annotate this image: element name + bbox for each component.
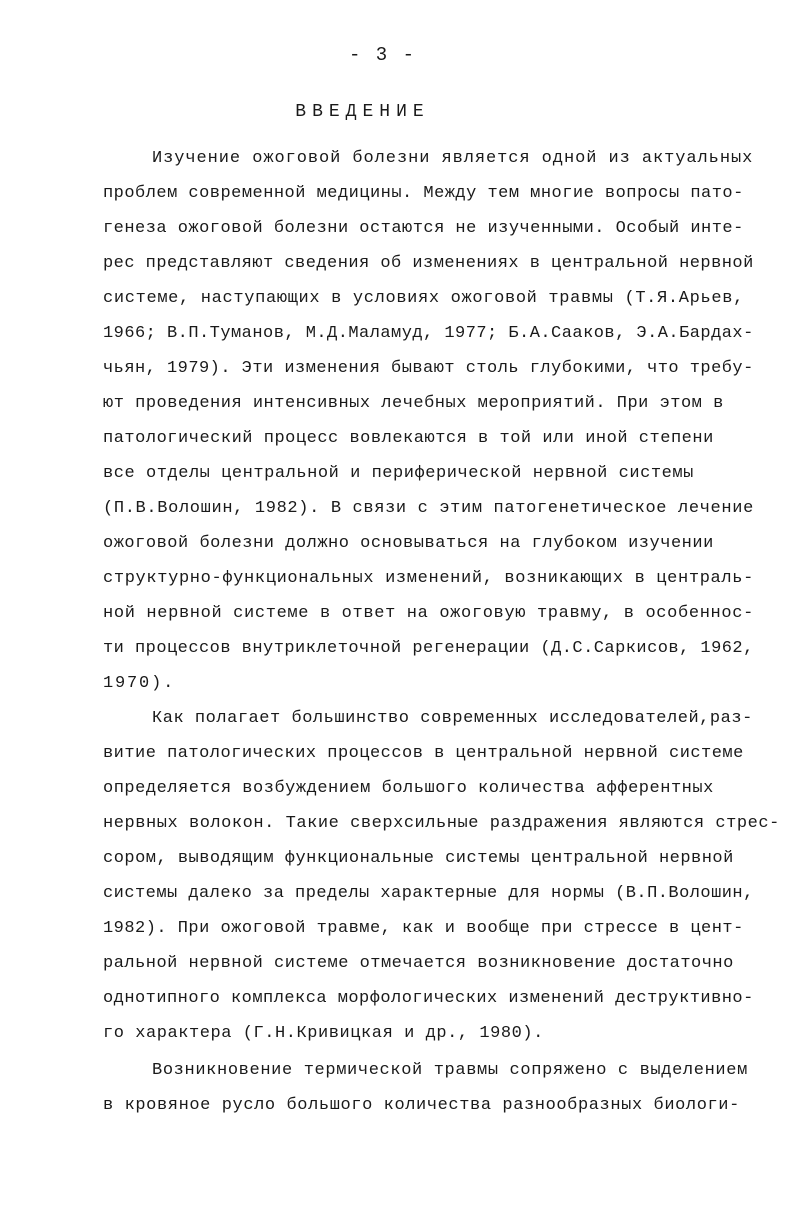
text-line: го характера (Г.Н.Кривицкая и др., 1980).: [103, 1024, 544, 1043]
text-line: 1970).: [103, 674, 176, 693]
page-number: - 3 -: [348, 44, 416, 66]
text-line: Изучение ожоговой болезни является одной из актуальных: [152, 149, 754, 168]
text-line: патологический процесс вовлекаются в той или иной степени: [103, 429, 714, 448]
text-line: витие патологических процессов в центральной нервной системе: [103, 744, 744, 763]
text-line: определяется возбуждением большого количества афферентных: [103, 779, 714, 798]
text-line: ральной нервной системе отмечается возникновение достаточно: [103, 954, 734, 973]
text-line: Возникновение термической травмы сопряжено с выделением: [152, 1061, 748, 1080]
text-line: Как полагает большинство современных исследователей,раз-: [152, 709, 753, 728]
text-line: 1966; В.П.Туманов, М.Д.Маламуд, 1977; Б.А.Саакoв, Э.А.Бардах-: [103, 324, 754, 343]
section-heading: ВВЕДЕНИЕ: [295, 102, 430, 122]
text-line: сором, выводящим функциональные системы центральной нервной: [103, 849, 734, 868]
text-line: ожоговой болезни должно основываться на глубоком изучении: [103, 534, 714, 553]
text-line: системе, наступающих в условиях ожоговой травмы (Т.Я.Арьев,: [103, 289, 744, 308]
text-line: нервных волокон. Такие сверхсильные раздражения являются стрес-: [103, 814, 780, 833]
text-line: чьян, 1979). Эти изменения бывают столь глубокими, что требу-: [103, 359, 754, 378]
text-line: 1982). При ожоговой травме, как и вообще при стрессе в цент-: [103, 919, 744, 938]
text-line: генеза ожоговой болезни остаются не изученными. Особый инте-: [103, 219, 744, 238]
text-line: однотипного комплекса морфологических изменений деструктивно-: [103, 989, 754, 1008]
text-line: (П.В.Волошин, 1982). В связи с этим патогенетическое лечение: [103, 499, 754, 518]
text-line: проблем современной медицины. Между тем многие вопросы пато-: [103, 184, 744, 203]
text-line: ти процессов внутриклеточной регенерации (Д.С.Саркисов, 1962,: [103, 639, 754, 658]
text-line: структурно-функциональных изменений, возникающих в централь-: [103, 569, 754, 588]
text-line: все отделы центральной и периферической нервной системы: [103, 464, 694, 483]
text-line: в кровяное русло большого количества разнообразных биологи-: [103, 1096, 740, 1115]
text-line: системы далеко за пределы характерные для нормы (В.П.Волошин,: [103, 884, 754, 903]
text-line: ют проведения интенсивных лечебных мероприятий. При этом в: [103, 394, 724, 413]
text-line: ной нервной системе в ответ на ожоговую травму, в особеннос-: [103, 604, 754, 623]
text-line: рес представляют сведения об изменениях в центральной нервной: [103, 254, 754, 273]
